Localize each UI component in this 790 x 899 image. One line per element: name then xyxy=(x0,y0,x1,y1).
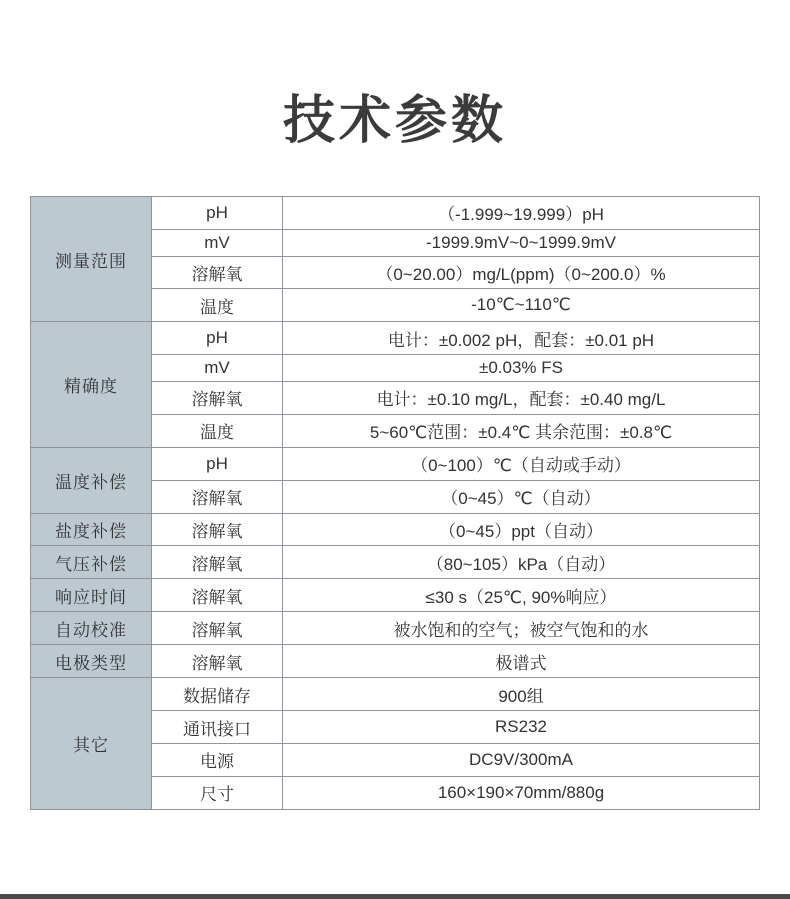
param-cell: pH xyxy=(152,197,283,230)
table-row xyxy=(31,447,760,480)
value-cell: 电计：±0.10 mg/L，配套：±0.40 mg/L xyxy=(283,381,760,414)
param-cell: 溶解氧 xyxy=(152,256,283,289)
value-cell: 电计：±0.002 pH，配套：±0.01 pH xyxy=(283,322,760,355)
value-cell: -10℃~110℃ xyxy=(283,289,760,322)
category-cell: 电极类型 xyxy=(31,645,152,678)
category-cell: 自动校准 xyxy=(31,612,152,645)
value-cell: （0~100）℃（自动或手动） xyxy=(283,447,760,480)
param-cell: 温度 xyxy=(152,414,283,447)
value-cell: ±0.03% FS xyxy=(283,355,760,382)
value-cell: -1999.9mV~0~1999.9mV xyxy=(283,229,760,256)
category-cell: 精确度 xyxy=(31,322,152,447)
category-cell: 其它 xyxy=(31,678,152,810)
value-cell: ≤30 s（25℃, 90%响应） xyxy=(283,579,760,612)
category-cell: 测量范围 xyxy=(31,197,152,322)
table-row xyxy=(31,197,760,230)
param-cell: 溶解氧 xyxy=(152,480,283,513)
value-cell: （80~105）kPa（自动） xyxy=(283,546,760,579)
value-cell: DC9V/300mA xyxy=(283,744,760,777)
value-cell: 900组 xyxy=(283,678,760,711)
spec-table-body xyxy=(31,197,760,810)
table-row xyxy=(31,678,760,711)
table-row xyxy=(31,579,760,612)
value-cell: （-1.999~19.999）pH xyxy=(283,197,760,230)
value-cell: （0~45）ppt（自动） xyxy=(283,513,760,546)
value-cell: （0~20.00）mg/L(ppm)（0~200.0）% xyxy=(283,256,760,289)
param-cell: 溶解氧 xyxy=(152,546,283,579)
param-cell: 溶解氧 xyxy=(152,612,283,645)
param-cell: 电源 xyxy=(152,744,283,777)
param-cell: 数据储存 xyxy=(152,678,283,711)
table-row xyxy=(31,645,760,678)
param-cell: mV xyxy=(152,229,283,256)
value-cell: （0~45）℃（自动） xyxy=(283,480,760,513)
param-cell: 尺寸 xyxy=(152,776,283,809)
category-cell: 响应时间 xyxy=(31,579,152,612)
value-cell: 160×190×70mm/880g xyxy=(283,776,760,809)
param-cell: 通讯接口 xyxy=(152,711,283,744)
param-cell: mV xyxy=(152,355,283,382)
param-cell: pH xyxy=(152,447,283,480)
param-cell: 溶解氧 xyxy=(152,381,283,414)
category-cell: 气压补偿 xyxy=(31,546,152,579)
param-cell: 溶解氧 xyxy=(152,579,283,612)
table-row xyxy=(31,612,760,645)
table-row xyxy=(31,513,760,546)
spec-table xyxy=(30,196,760,810)
category-cell: 温度补偿 xyxy=(31,447,152,513)
table-row xyxy=(31,322,760,355)
category-cell: 盐度补偿 xyxy=(31,513,152,546)
param-cell: 溶解氧 xyxy=(152,645,283,678)
bottom-divider-bar xyxy=(0,894,790,899)
value-cell: RS232 xyxy=(283,711,760,744)
param-cell: 温度 xyxy=(152,289,283,322)
table-row xyxy=(31,546,760,579)
value-cell: 被水饱和的空气；被空气饱和的水 xyxy=(283,612,760,645)
param-cell: pH xyxy=(152,322,283,355)
value-cell: 极谱式 xyxy=(283,645,760,678)
param-cell: 溶解氧 xyxy=(152,513,283,546)
page-title: 技术参数 xyxy=(282,92,507,150)
value-cell: 5~60℃范围：±0.4℃ 其余范围：±0.8℃ xyxy=(283,414,760,447)
